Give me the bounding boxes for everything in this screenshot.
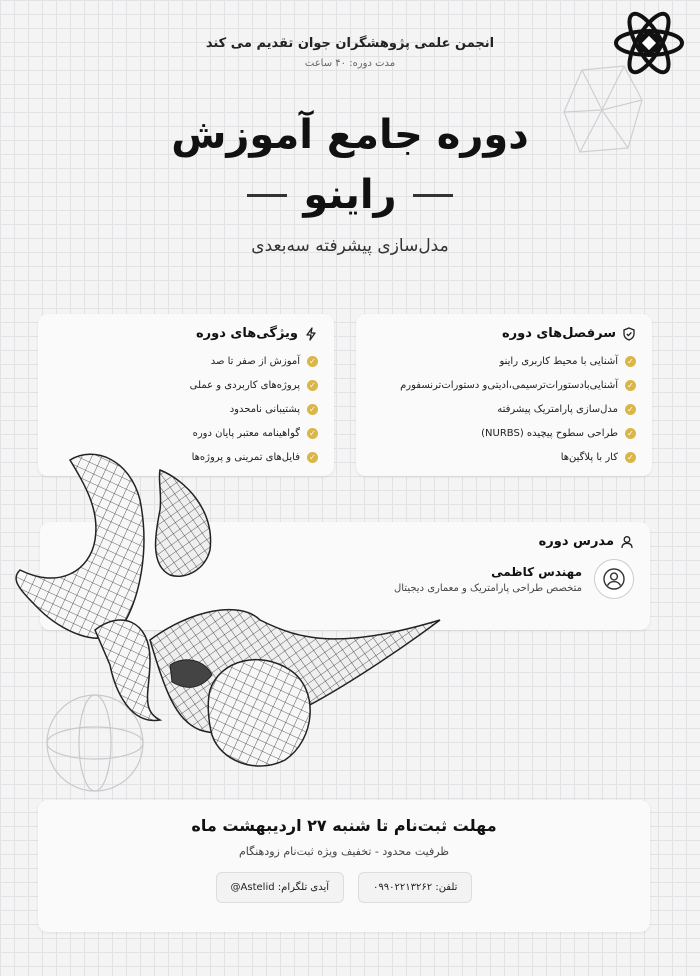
features-title: ویژگی‌های دوره (195, 326, 298, 341)
features-header (54, 326, 318, 341)
list-item (372, 421, 636, 445)
check-icon: ✓ (307, 404, 318, 415)
telegram-contact[interactable]: آیدی تلگرام: Astelid@ (216, 872, 345, 903)
check-icon: ✓ (307, 452, 318, 463)
instructor-title: مدرس دوره (538, 534, 614, 549)
list-item (54, 445, 318, 469)
title-rhino: راینو (303, 172, 397, 218)
list-item-label: مدل‌سازی پارامتریک پیشرفته (497, 403, 618, 415)
features-card (38, 314, 334, 476)
registration-deadline: مهلت ثبت‌نام تا شنبه ۲۷ اردیبهشت ماه (191, 816, 497, 835)
list-item-label: کار با پلاگین‌ها (560, 451, 618, 463)
list-item-label: طراحی سطوح پیچیده (NURBS) (481, 427, 618, 439)
course-duration: مدت دوره: ۴۰ ساعت (304, 58, 396, 69)
check-icon: ✓ (307, 356, 318, 367)
check-icon: ✓ (625, 404, 636, 415)
user-icon (620, 535, 634, 549)
instructor-header (56, 534, 634, 549)
page-title: دوره جامع آموزش (171, 112, 529, 158)
list-item-label: آموزش از صفر تا صد (210, 355, 300, 367)
check-icon: ✓ (625, 356, 636, 367)
title-line2 (150, 172, 550, 218)
title-dash-left (247, 194, 287, 197)
avatar (594, 559, 634, 599)
instructor-card (40, 522, 650, 630)
shield-icon (622, 327, 636, 341)
instructor-info (394, 565, 582, 594)
check-icon: ✓ (307, 428, 318, 439)
syllabus-title: سرفصل‌های دوره (501, 326, 616, 341)
syllabus-card (356, 314, 652, 476)
page-subtitle: مدل‌سازی پیشرفته سه‌بعدی (251, 236, 449, 256)
list-item (372, 349, 636, 373)
list-item-label: پروژه‌های کاربردی و عملی (189, 379, 300, 391)
list-item-label: پشتیبانی نامحدود (229, 403, 300, 415)
presenter-line: انجمن علمی پژوهشگران جوان تقدیم می کند (205, 36, 495, 51)
user-circle-icon (602, 567, 626, 591)
atom-logo-icon (612, 6, 686, 80)
instructor-name: مهندس کاظمی (491, 564, 582, 579)
syllabus-header (372, 326, 636, 341)
check-icon: ✓ (307, 380, 318, 391)
syllabus-list (372, 349, 636, 469)
list-item (54, 373, 318, 397)
registration-card (38, 800, 650, 932)
features-list (54, 349, 318, 469)
list-item (54, 397, 318, 421)
list-item-label: آشنایی‌با‌دستورات‌ترسیمی،‌ادیتی‌و دستورات‌ترنسفورم (400, 379, 618, 391)
list-item-label: گواهینامه معتبر پایان دوره (192, 427, 300, 439)
contact-row (58, 872, 630, 903)
list-item (372, 373, 636, 397)
check-icon: ✓ (625, 452, 636, 463)
title-dash-right (413, 194, 453, 197)
list-item-label: آشنایی با محیط کاربری راینو (499, 355, 618, 367)
phone-contact[interactable]: تلفن: ۰۹۹۰۲۲۱۳۲۶۲ (358, 872, 472, 903)
list-item (54, 421, 318, 445)
list-item (54, 349, 318, 373)
instructor-row (56, 559, 634, 599)
list-item (372, 445, 636, 469)
lightning-icon (304, 327, 318, 341)
wireframe-sphere-icon (40, 688, 150, 798)
list-item-label: فایل‌های تمرینی و پروژه‌ها (191, 451, 300, 463)
capacity-note: ظرفیت محدود - تخفیف ویژه ثبت‌نام زودهنگام (238, 845, 450, 858)
instructor-role: متخصص طراحی پارامتریک و معماری دیجیتال (393, 582, 582, 594)
list-item (372, 397, 636, 421)
check-icon: ✓ (625, 380, 636, 391)
check-icon: ✓ (625, 428, 636, 439)
